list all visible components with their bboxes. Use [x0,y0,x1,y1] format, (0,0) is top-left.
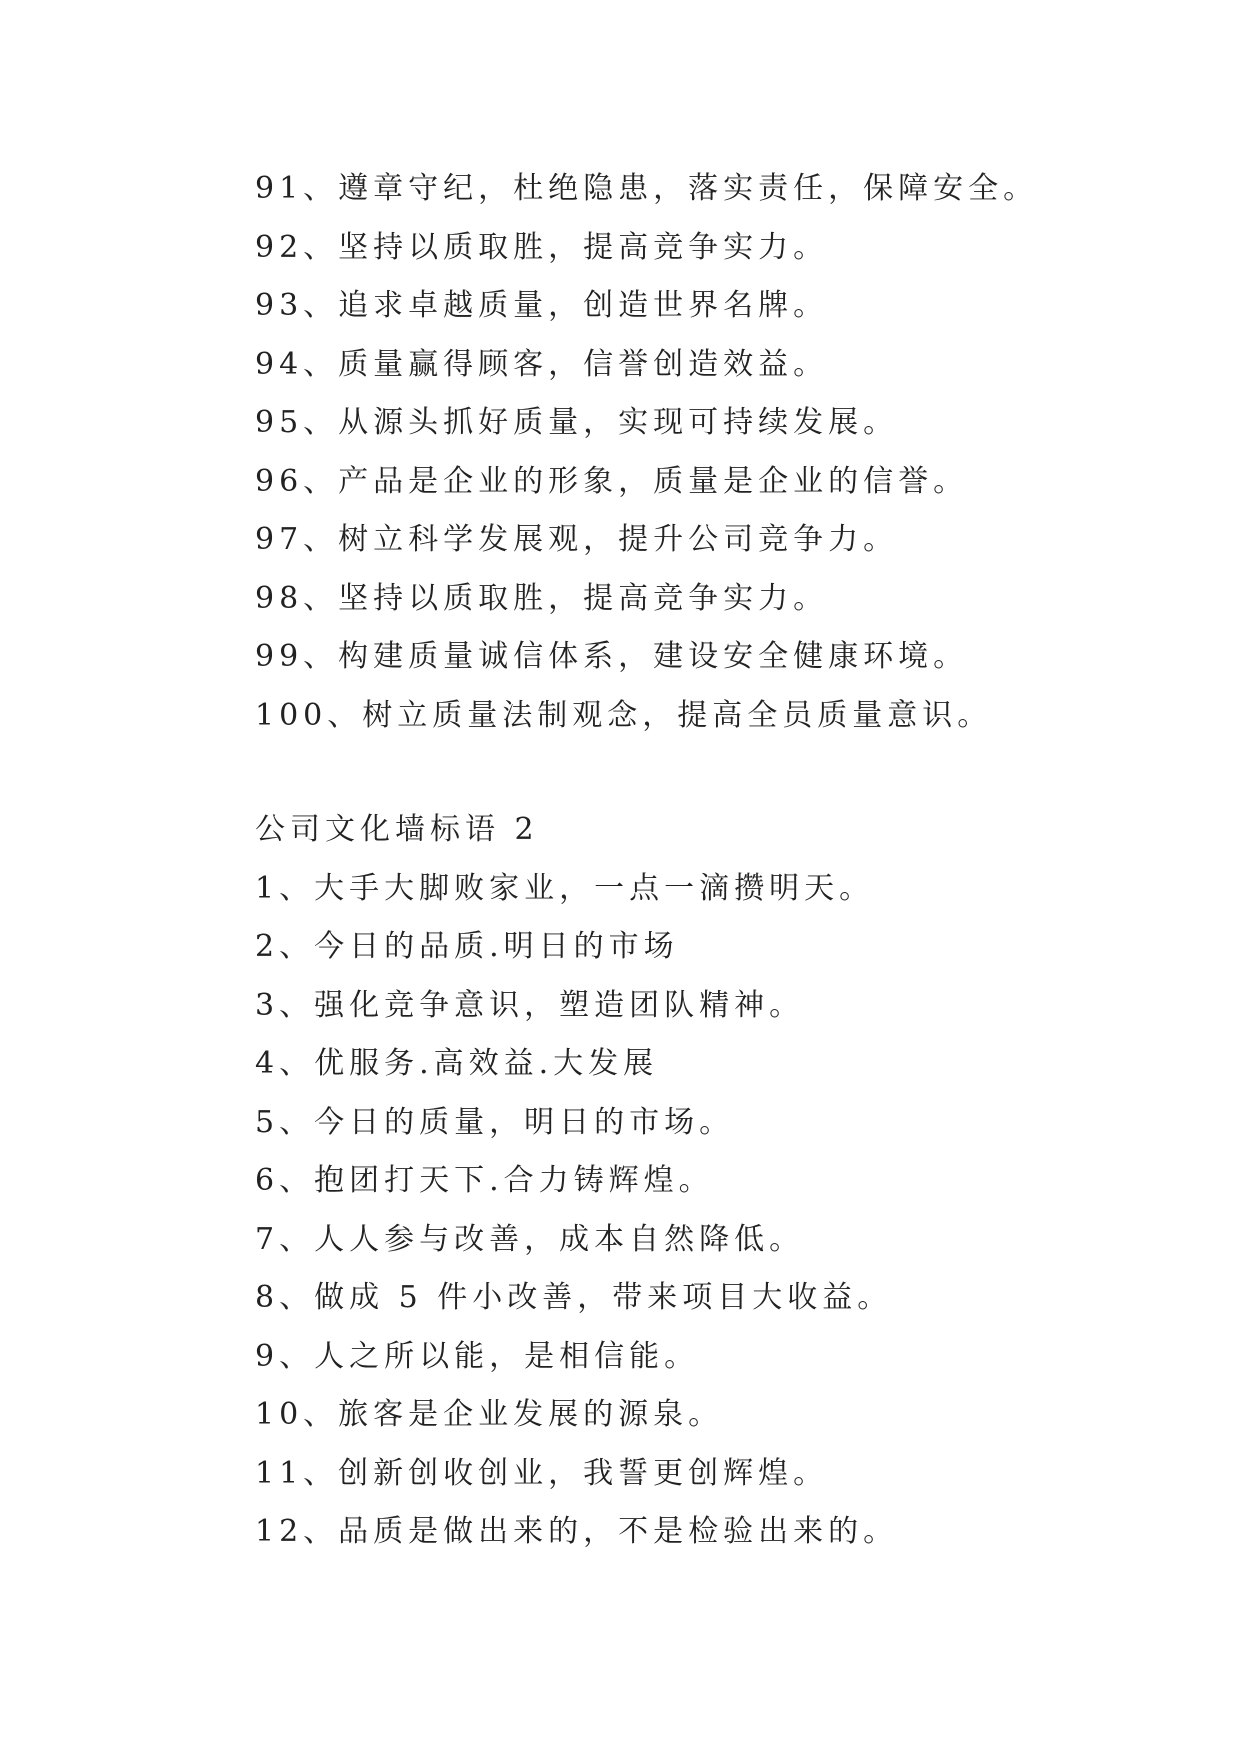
list-item: 94、质量赢得顾客，信誉创造效益。 [255,346,829,382]
list-item: 95、从源头抓好质量，实现可持续发展。 [255,405,899,440]
list-item: 8、做成 5 件小改善，带来项目大收益。 [255,1280,893,1315]
list-item: 3、强化竞争意识，塑造团队精神。 [255,987,805,1023]
list-item: 99、构建质量诚信体系，建设安全健康环境。 [255,639,969,674]
section-heading: 公司文化墙标语 2 [255,812,539,847]
list-item: 96、产品是企业的形象，质量是企业的信誉。 [255,463,969,499]
list-item: 1、大手大脚败家业，一点一滴攒明天。 [255,870,875,906]
list-item: 10、旅客是企业发展的源泉。 [255,1397,724,1432]
list-item: 5、今日的质量，明日的市场。 [255,1104,735,1140]
list-item: 2、今日的品质.明日的市场 [255,929,679,964]
slogan-list-1 [255,160,1155,745]
list-item: 9、人之所以能，是相信能。 [255,1338,700,1374]
list-item: 91、遵章守纪，杜绝隐患，落实责任，保障安全。 [255,171,1039,206]
list-item: 11、创新创收创业，我誓更创辉煌。 [255,1455,829,1491]
list-item: 4、优服务.高效益.大发展 [255,1046,659,1081]
slogan-list-2 [255,801,1155,1562]
list-item: 93、追求卓越质量，创造世界名牌。 [255,288,829,323]
list-item: 100、树立质量法制观念，提高全员质量意识。 [255,697,993,733]
list-item: 92、坚持以质取胜，提高竞争实力。 [255,229,829,265]
list-item: 12、品质是做出来的，不是检验出来的。 [255,1514,899,1549]
list-item: 7、人人参与改善，成本自然降低。 [255,1221,805,1257]
list-item: 97、树立科学发展观，提升公司竞争力。 [255,522,899,557]
list-item: 6、抱团打天下.合力铸辉煌。 [255,1163,714,1198]
list-item: 98、坚持以质取胜，提高竞争实力。 [255,580,829,616]
